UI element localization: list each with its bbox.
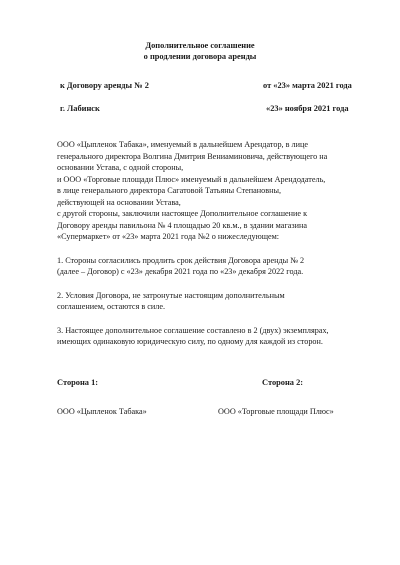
preamble-line: действующей на основании Устава,: [57, 197, 181, 207]
preamble-line: с другой стороны, заключили настоящее Дополнительное соглашение к: [57, 209, 308, 218]
party-2-heading: Сторона 2:: [262, 378, 304, 387]
document-subtitle: о продлении договора аренды: [143, 52, 257, 61]
clause-3: [57, 325, 367, 348]
party-1-heading: Сторона 1:: [57, 378, 99, 387]
preamble-line: ООО «Цыпленок Табака», именуемый в дальнейшем Арендатор, в лице: [57, 140, 309, 149]
preamble-line: «Супермаркет» от «23» марта 2021 года №2 о нижеследующем:: [57, 232, 280, 241]
city: г. Лабинск: [60, 104, 100, 113]
agreement-date: от «23» марта 2021 года: [263, 81, 352, 90]
clause-line: 3. Настоящее дополнительное соглашение составлено в 2 (двух) экземплярах,: [57, 325, 329, 335]
clause-line: 1. Стороны согласились продлить срок действия Договора аренды № 2: [57, 255, 305, 265]
preamble-line: Договору аренды павильона № 4 площадью 20 кв.м., в здании магазина: [57, 220, 308, 230]
document-date: «23» ноября 2021 года: [266, 104, 349, 113]
document-body: [57, 139, 367, 348]
clause-1: [57, 255, 367, 278]
clause-line: (далее – Договор) с «23» декабря 2021 года по «23» декабря 2022 года.: [57, 267, 304, 276]
clause-line: имеющих одинаковую юридическую силу, по одному для каждой из сторон.: [57, 337, 323, 346]
preamble-line: и ООО «Торговые площади Плюс» именуемый в дальнейшем Арендодатель,: [57, 174, 326, 184]
clause-line: 2. Условия Договора, не затронутые настоящим дополнительным: [57, 290, 285, 300]
preamble: [57, 139, 367, 243]
document-title: Дополнительное соглашение: [145, 41, 255, 50]
clause-line: соглашением, остаются в силе.: [57, 302, 166, 311]
agreement-reference: к Договору аренды № 2: [60, 81, 149, 90]
preamble-line: основании Устава, с одной стороны,: [57, 163, 184, 172]
preamble-line: в лице генерального директора Сагатовой Татьяны Степановны,: [57, 186, 282, 195]
party-2-name: ООО «Торговые площади Плюс»: [218, 407, 334, 416]
preamble-line: генерального директора Волгина Дмитрия Вениаминовича, действующего на: [57, 151, 328, 161]
clause-2: [57, 290, 367, 313]
party-1-name: ООО «Цыпленок Табака»: [57, 407, 147, 416]
